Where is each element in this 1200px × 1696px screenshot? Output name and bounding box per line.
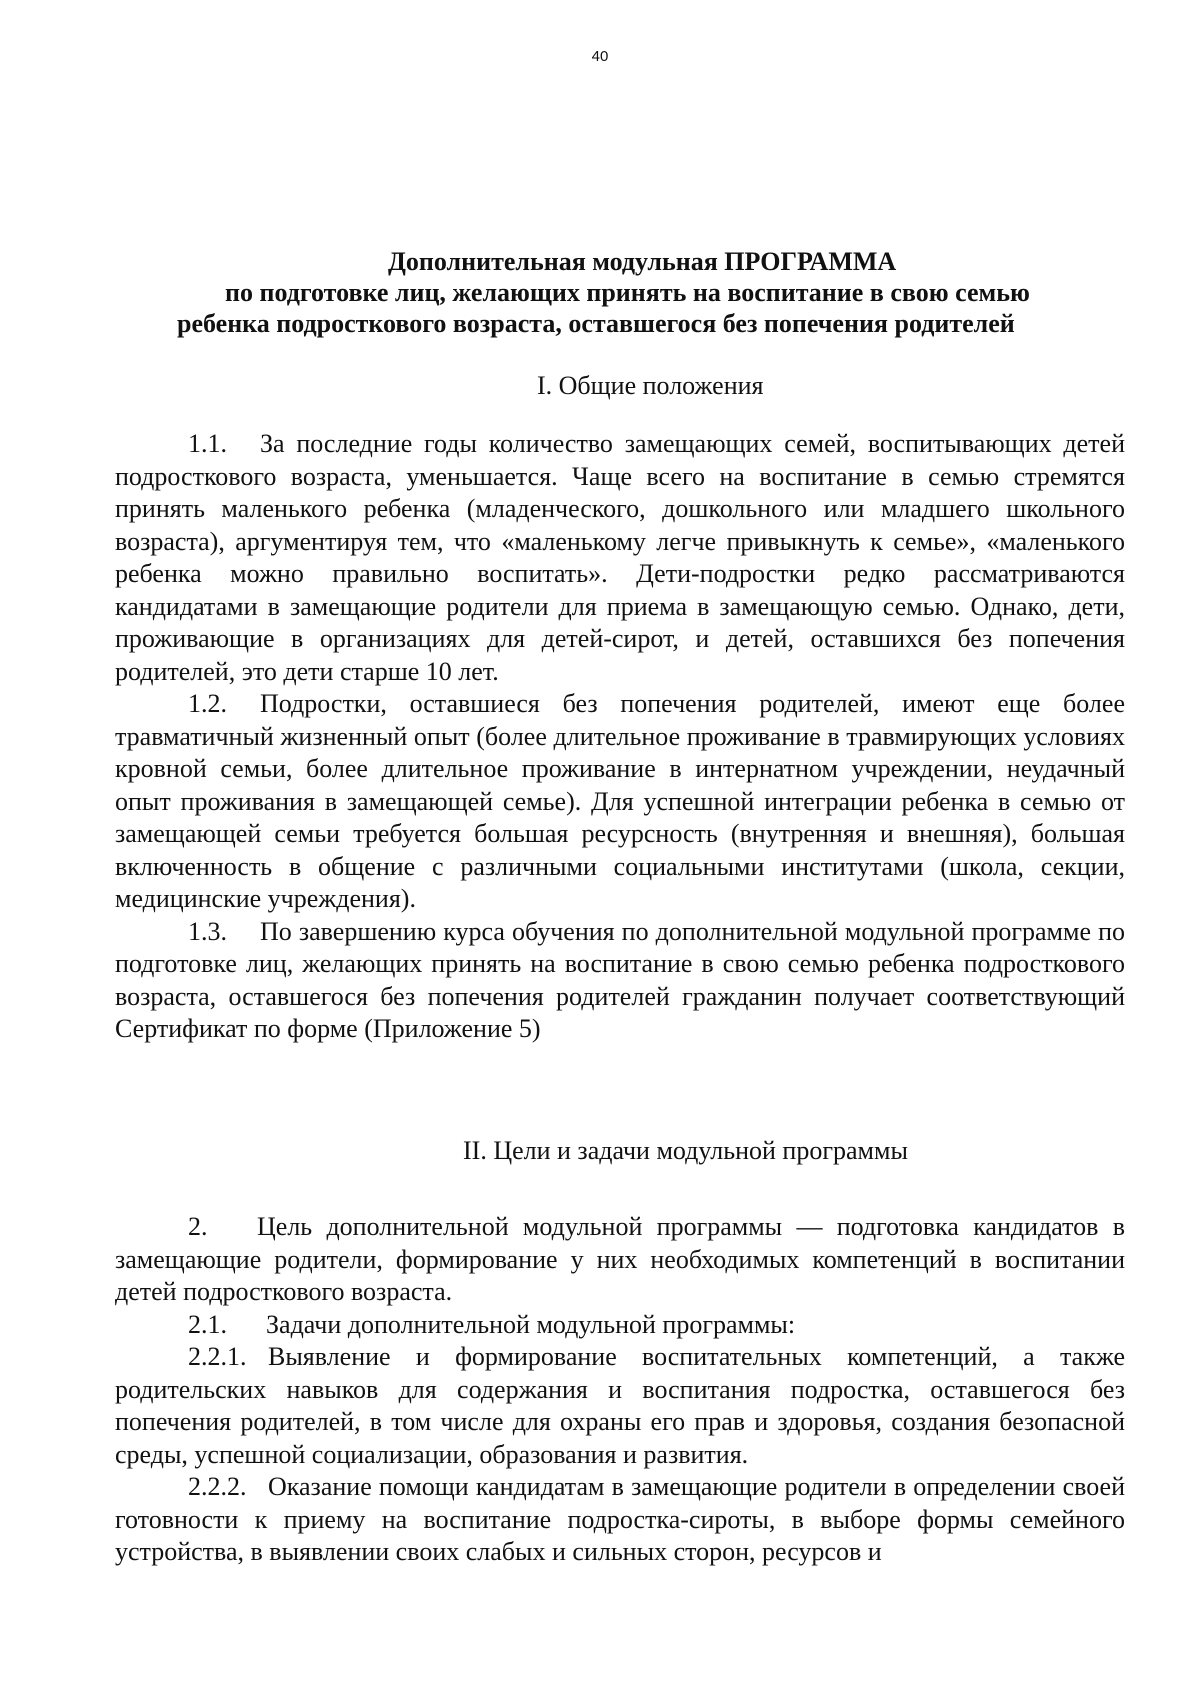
paragraph-1-2 — [115, 688, 1125, 916]
paragraph-1-1 — [115, 428, 1125, 688]
title-line-1: Дополнительная модульная ПРОГРАММА — [388, 247, 897, 276]
section-2-heading: II. Цели и задачи модульной программы — [463, 1136, 908, 1165]
paragraph-text: Выявление и формирование воспитательных компетенций, а также родительских навыков для содержания и воспитания подростка, оставшегося без попечения родителей, в том числе для охраны его прав и здоровья, создания безопасной среды, успешной социализации, образования и развития. — [115, 1342, 1125, 1469]
title-line-2: по подготовке лиц, желающих принять на воспитание в свою семью — [225, 278, 1030, 307]
paragraph-number: 2.2.2. — [188, 1472, 247, 1501]
document-title — [160, 246, 1120, 339]
section-2-body — [115, 1211, 1125, 1569]
paragraph-number: 2.2.1. — [188, 1342, 247, 1371]
paragraph-number: 2. — [188, 1212, 208, 1241]
paragraph-text: За последние годы количество замещающих семей, воспитывающих детей подросткового возраста, уменьшается. Чаще всего на воспитание в семью стремятся принять маленького ребенка (младенческого, дошкольного или младшего школьного возраста), аргументируя тем, что «маленькому легче привыкнуть к семье», «маленького ребенка можно правильно воспитать». Дети-подростки редко рассматриваются кандидатами в замещающие родители для приема в замещающую семью. Однако, дети, проживающие в организациях для детей-сирот, и детей, оставшихся без попечения родителей, это дети старше 10 лет. — [115, 429, 1125, 686]
paragraph-2-2-2 — [115, 1471, 1125, 1569]
paragraph-2-1 — [115, 1309, 1125, 1342]
paragraph-number: 2.1. — [188, 1309, 227, 1339]
page-number: 40 — [591, 48, 609, 65]
paragraph-2 — [115, 1211, 1125, 1309]
paragraph-text: Цель дополнительной модульной программы — подготовка кандидатов в замещающие родители, формирование у них необходимых компетенций в воспитании детей подросткового возраста. — [115, 1212, 1125, 1306]
section-1-heading: I. Общие положения — [537, 371, 764, 400]
paragraph-text: Задачи дополнительной модульной программы: — [266, 1309, 796, 1339]
paragraph-2-2-1 — [115, 1341, 1125, 1471]
paragraph-number: 1.2. — [188, 689, 227, 718]
paragraph-1-3 — [115, 916, 1125, 1046]
paragraph-number: 1.3. — [188, 916, 227, 946]
paragraph-text: По завершению курса обучения по дополнительной модульной программе по подготовке лиц, желающих принять на воспитание в свою семью ребенка подросткового возраста, оставшегося без попечения родителей гражданин получает соответствующий Сертификат по форме (Приложение 5) — [115, 916, 1125, 1043]
section-1-body — [115, 428, 1125, 1046]
paragraph-text: Оказание помощи кандидатам в замещающие родители в определении своей готовности к приему на воспитание подростка-сироты, в выборе формы семейного устройства, в выявлении своих слабых и сильных сторон, ресурсов и — [115, 1472, 1125, 1566]
title-line-3: ребенка подросткового возраста, оставшегося без попечения родителей — [177, 309, 1015, 338]
paragraph-number: 1.1. — [188, 429, 227, 458]
paragraph-text: Подростки, оставшиеся без попечения родителей, имеют еще более травматичный жизненный опыт (более длительное проживание в травмирующих условиях кровной семьи, более длительное проживание в интернатном учреждении, неудачный опыт проживания в замещающей семье). Для успешной интеграции ребенка в семью от замещающей семьи требуется большая ресурсность (внутренняя и внешняя), большая включенность в общение с различными социальными институтами (школа, секции, медицинские учреждения). — [115, 689, 1125, 913]
